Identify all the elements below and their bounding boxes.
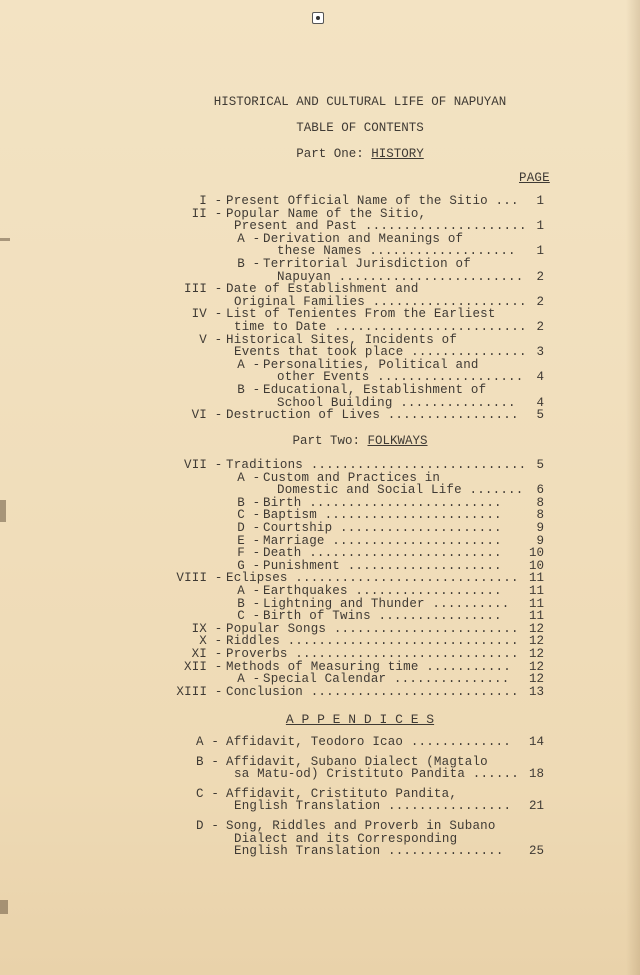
folkways-entry-text: Baptism ....................... [263,508,502,523]
history-entry-label: B - [237,383,261,397]
folkways-entry-text: Birth ......................... [263,495,502,510]
folkways-entry-page: 12 [528,621,544,636]
folkways-entry-text: Proverbs ............................. [226,647,519,661]
history-entry-text: Date of Establishment and [226,282,419,297]
history-entry-text: Educational, Establishment of [263,383,487,397]
folkways-entry-label: VII - [184,458,223,472]
folkways-entry-text: Custom and Practices in [263,470,441,485]
document-title: HISTORICAL AND CULTURAL LIFE OF NAPUYAN [213,95,507,109]
appendix-page: 18 [528,767,544,782]
folkways-entry-label: XII - [184,659,223,674]
folkways-entry-label: XI - [191,647,223,661]
folkways-entry-label: G - [237,558,261,573]
folkways-entry-text: Lightning and Thunder .......... [263,596,510,611]
appendix-text: English Translation ............... [234,844,504,859]
folkways-entry-page: 9 [536,521,544,535]
folkways-entry-page: 11 [528,596,544,611]
folkways-entry-page: 12 [528,647,544,661]
folkways-entry-text: Popular Songs ........................ [226,621,519,636]
appendix-text: Affidavit, Cristituto Pandita, [226,786,458,801]
history-entry-text: Historical Sites, Incidents of [226,332,458,347]
history-entry-page: 1 [536,194,544,208]
history-entry-label: V - [199,332,223,347]
folkways-entry-label: B - [237,495,261,510]
folkways-entry-label: F - [237,546,261,561]
history-entry-label: II - [191,206,223,221]
folkways-entry-page: 12 [528,659,544,674]
folkways-entry-label: IX - [191,621,223,636]
appendix-text: English Translation ................ [234,799,512,814]
history-entry-page: 2 [536,269,544,284]
page-column-header: PAGE [519,171,550,185]
part-two-prefix: Part Two: [292,434,360,448]
appendix-text: Dialect and its Corresponding [234,831,458,846]
history-entry-text: these Names ................... [277,244,516,259]
history-entry-text: School Building ............... [277,395,516,410]
history-entry-text: Present and Past ..................... [234,219,527,234]
history-entry-text: Popular Name of the Sitio, [226,206,427,221]
folkways-entry-text: Earthquakes ................... [263,584,502,598]
folkways-entry-text: Marriage ...................... [263,533,502,548]
folkways-entry-page: 13 [528,684,544,699]
history-entry-text: Derivation and Meanings of [263,231,464,246]
history-entry-text: Original Families .................... [234,294,527,309]
part-one-heading [0,147,640,161]
folkways-entry-label: A - [237,470,261,485]
history-entry-page: 2 [536,294,544,309]
folkways-entry-page: 10 [528,546,544,561]
folkways-entry-text: Eclipses ............................. [226,571,519,586]
history-entry-label: IV - [191,307,223,322]
paper-stain [0,500,6,522]
folkways-entry-page: 10 [528,558,544,573]
folkways-entry-page: 11 [528,609,544,624]
history-entry-text: Napuyan ........................ [277,269,524,284]
folkways-entry-label: B - [237,596,261,611]
folkways-entry-label: X - [199,634,223,649]
paper-stain [0,238,10,241]
folkways-entry-page: 5 [536,458,544,472]
appendix-page: 25 [528,844,544,859]
folkways-entry-page: 8 [536,495,544,510]
folkways-entry-text: Punishment .................... [263,558,502,573]
appendix-text: sa Matu-od) Cristituto Pandita ...... [234,767,519,782]
appendix-label: B - [196,754,220,769]
history-entry-page: 3 [536,345,544,360]
history-entry-label: A - [237,357,261,372]
folkways-entry-text: Death ......................... [263,546,502,561]
history-entry-text: Destruction of Lives ................. [226,408,519,423]
folkways-entry-text: Riddles .............................. [226,634,519,649]
history-entry-label: III - [184,282,223,297]
folkways-entry-page: 11 [528,571,544,586]
document-subtitle: TABLE OF CONTENTS [296,121,424,135]
folkways-entry-label: C - [237,508,261,523]
appendix-label: D - [196,819,220,833]
folkways-entry-text: Domestic and Social Life ....... [277,483,524,498]
history-entry-label: A - [237,231,261,246]
history-entry-text: Territorial Jurisdiction of [263,257,471,271]
paper-stain [0,900,8,914]
folkways-entry-label: A - [237,672,261,687]
history-entry-page: 4 [536,395,544,410]
history-entry-page: 4 [536,370,544,385]
folkways-entry-label: D - [237,521,261,535]
folkways-entry-text: Birth of Twins ................ [263,609,502,624]
history-entry-page: 5 [536,408,544,423]
folkways-entry-label: C - [237,609,261,624]
folkways-entry-page: 12 [528,672,544,687]
history-entry-text: List of Tenientes From the Earliest [226,307,496,322]
folkways-entry-label: VIII - [176,571,223,586]
folkways-entry-text: Courtship ..................... [263,521,502,535]
appendix-page: 21 [528,799,544,814]
folkways-entry-page: 8 [536,508,544,523]
history-entry-page: 1 [536,244,544,259]
history-entry-text: Personalities, Political and [263,357,479,372]
folkways-entry-page: 11 [528,584,544,598]
part-one-prefix: Part One: [296,147,364,161]
folkways-entry-page: 6 [536,483,544,498]
history-entry-page: 1 [536,219,544,234]
folkways-entry-label: XIII - [176,684,223,699]
appendix-text: Affidavit, Subano Dialect (Magtalo [226,754,488,769]
history-entry-label: I - [199,194,223,208]
folkways-entry-page: 12 [528,634,544,649]
folkways-entry-text: Conclusion ........................... [226,684,519,699]
binder-hole-icon [312,12,324,24]
history-entry-label: B - [237,257,261,271]
part-two-heading [0,434,640,448]
appendix-page: 14 [528,735,544,749]
history-entry-label: VI - [191,408,223,423]
history-entry-text: other Events ................... [277,370,524,385]
appendices-heading: A P P E N D I C E S [285,712,435,727]
folkways-entry-label: E - [237,533,261,548]
appendix-text: Affidavit, Teodoro Icao ............. [226,735,511,749]
appendix-label: C - [196,786,220,801]
appendix-label: A - [196,735,220,749]
folkways-entry-text: Special Calendar ............... [263,672,510,687]
history-entry-text: time to Date ......................... [234,320,527,334]
part-one-label: HISTORY [371,147,424,161]
folkways-entry-text: Methods of Measuring time ........... [226,659,511,674]
history-entry-text: Events that took place ............... [234,345,527,360]
folkways-entry-label: A - [237,584,261,598]
folkways-entry-text: Traditions ............................ [226,458,527,472]
appendix-text: Song, Riddles and Proverb in Subano [226,819,496,833]
history-entry-text: Present Official Name of the Sitio ... [226,194,519,208]
part-two-label: FOLKWAYS [367,434,428,448]
history-entry-page: 2 [536,320,544,334]
folkways-entry-page: 9 [536,533,544,548]
